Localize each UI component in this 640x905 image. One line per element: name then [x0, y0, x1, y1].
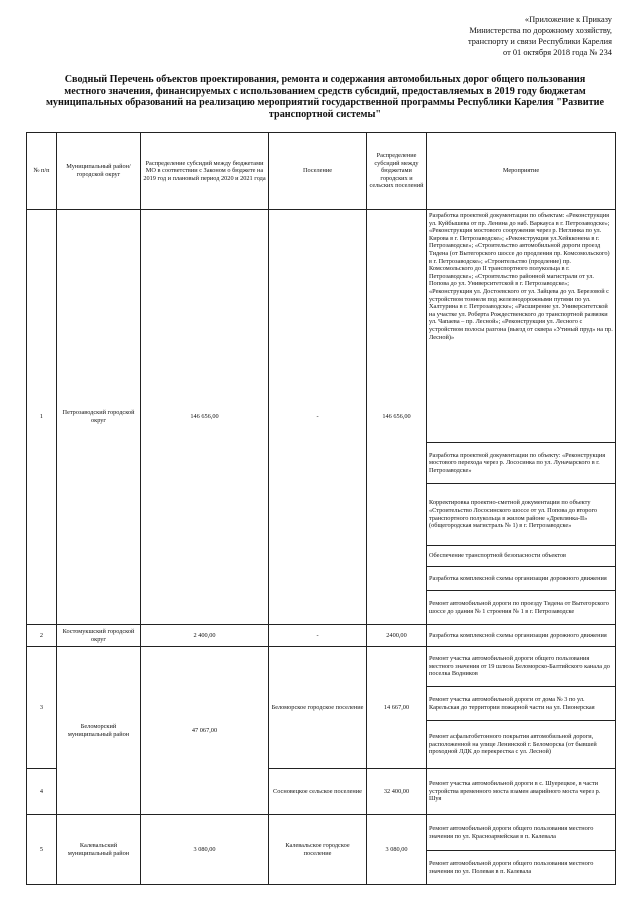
row-num: 5: [27, 815, 57, 885]
row-settlement-amount: 14 667,00: [367, 647, 427, 769]
row-settlement: Калевальское городское поселение: [269, 815, 367, 885]
annex-line-2: Министерства по дорожному хозяйству,: [469, 26, 612, 35]
row-num: 3: [27, 647, 57, 769]
table-row: [27, 815, 616, 851]
row-measure: Ремонт участка автомобильной дороги общего пользования местного значения от 19 шлюза Беломорско-Балтийского канала до поселка Водников: [427, 647, 616, 687]
row-num: 2: [27, 625, 57, 647]
row-settlement-amount: 146 656,00: [367, 210, 427, 625]
row-measure: Ремонт автомобильной дороги общего пользования местного значения по ул. Полевая в п. Калевала: [427, 851, 616, 885]
objects-table: [26, 132, 616, 885]
table-row: [27, 210, 616, 443]
header-num: № п/п: [27, 133, 57, 210]
title-line-1: Сводный Перечень объектов проектирования, ремонта и содержания автомобильных дорог общего пользования: [64, 74, 586, 85]
document-title: [40, 74, 610, 120]
row-measure: Обеспечение транспортной безопасности объектов: [427, 546, 616, 567]
table-row: [27, 625, 616, 647]
row-amount: 146 656,00: [141, 210, 269, 625]
row-amount: 2 400,00: [141, 625, 269, 647]
row-measure: Разработка комплексной схемы организации дорожного движения: [427, 625, 616, 647]
annex-line-1: «Приложение к Приказу: [524, 15, 612, 24]
row-measure: Ремонт автомобильной дороги по проезду Тидена от Вытегорского шоссе до здания № 1 строения № 1 в г. Петрозаводске: [427, 591, 616, 625]
row-settlement: Сосновецкое сельское поселение: [269, 769, 367, 815]
row-num: 1: [27, 210, 57, 625]
table-header-row: [27, 133, 616, 210]
header-district: Муниципальный район/городской округ: [57, 133, 141, 210]
row-settlement-amount: 2400,00: [367, 625, 427, 647]
header-rural: Распределение субсидий между бюджетами городских и сельских поселений: [367, 133, 427, 210]
table-row: [27, 647, 616, 687]
title-line-4: транспортной системы": [268, 108, 382, 120]
header-distribution: Распределение субсидий между бюджетами МО в соответствии с Законом о бюджете на 2019 год и плановый период 2020 и 2021 года: [141, 133, 269, 210]
row-settlement-amount: 32 400,00: [367, 769, 427, 815]
row-district: Костомукшский городской округ: [57, 625, 141, 647]
row-district: Калевальский муниципальный район: [57, 815, 141, 885]
row-measure: Ремонт автомобильной дороги общего пользования местного значения по ул. Красноармейская в п. Калевала: [427, 815, 616, 851]
header-measure: Мероприятие: [427, 133, 616, 210]
row-district: Беломорский муниципальный район: [57, 647, 141, 815]
row-measure: Разработка проектной документации по объектам: «Реконструкция ул. Куйбышева от пр. Ленина до наб. Варкауса в г. Петрозаводске»; «Реконструкция мостового сооружения через р. Неглинка по ул. Кирова в г. Петрозаводске»; «Реконструкция ул.Хейкконена в г. Петрозаводске»; «Строительство автомобильной дороги проезд Тидена (от Вытегорского шоссе до продления пр. Комсомольского) в г. Петрозаводске»; «Строительство (продление) пр. Комсомольского до II транспортного полукольца в г. Петрозаводске»; «Строительство районной магистрали от ул. Попова до ул. Университетской в г. Петрозаводске»; «Реконструкция ул. Достоевского от ул. Зайцева до ул. Березовой с устройством тоннеля под железнодорожными путями по ул. Халтурина в г. Петрозаводске»; «Расширение ул. Университетской на участке ул. Роберта Рождественского до транспортной развязки ул. Чапаева – пр. Лесной»; «Реконструкция ул. Лесного с устройством полосы разгона (выезд от сквера «Утиный пруд» на пр. Лесной)»: [427, 210, 616, 443]
row-amount: 47 067,00: [141, 647, 269, 815]
title-line-3: муниципальных образований на реализацию мероприятий государственной программы Республики Карелия "Развитие: [45, 97, 605, 109]
row-measure: Ремонт участка автомобильной дороги в с. Шуерецкое, в части устройства временного моста взамен аварийного моста через р. Шуя: [427, 769, 616, 815]
title-line-2: местного значения, финансируемых с использованием средств субсидий, предоставляемых в 2019 году бюджетам: [64, 85, 586, 97]
header-settlement: Поселение: [269, 133, 367, 210]
row-num: 4: [27, 769, 57, 815]
row-settlement: Беломорское городское поселение: [269, 647, 367, 769]
row-measure: Разработка проектной документации по объекту: «Реконструкция мостового перехода через р. Лососинка по ул. Луначарского в г. Петрозаводске»: [427, 443, 616, 484]
annex-header: [412, 14, 612, 58]
row-settlement: -: [269, 625, 367, 647]
row-measure: Разработка комплексной схемы организации дорожного движения: [427, 567, 616, 591]
row-district: Петрозаводский городской округ: [57, 210, 141, 625]
annex-line-3: транспорту и связи Республики Карелия: [467, 37, 612, 46]
row-measure: Корректировка проектно-сметной документации по объекту «Строительство Лососинского шоссе от ул. Попова до второго транспортного полукольца в жилом районе «Древлянка-II» (общегородская магистраль № 1) в г. Петрозаводске»: [427, 484, 616, 546]
row-settlement-amount: 3 080,00: [367, 815, 427, 885]
row-amount: 3 080,00: [141, 815, 269, 885]
row-settlement: -: [269, 210, 367, 625]
row-measure: Ремонт асфальтобетонного покрытия автомобильной дороги, расположенной на улице Ленинской г. Беломорска (от бывшей проходной ЛДК до перекрестка с ул. Лесной): [427, 721, 616, 769]
row-measure: Ремонт участка автомобильной дороги от дома № 3 по ул. Карельская до территории пожарной части на ул. Пионерская: [427, 687, 616, 721]
annex-line-4: от 01 октября 2018 года № 234: [503, 48, 612, 57]
